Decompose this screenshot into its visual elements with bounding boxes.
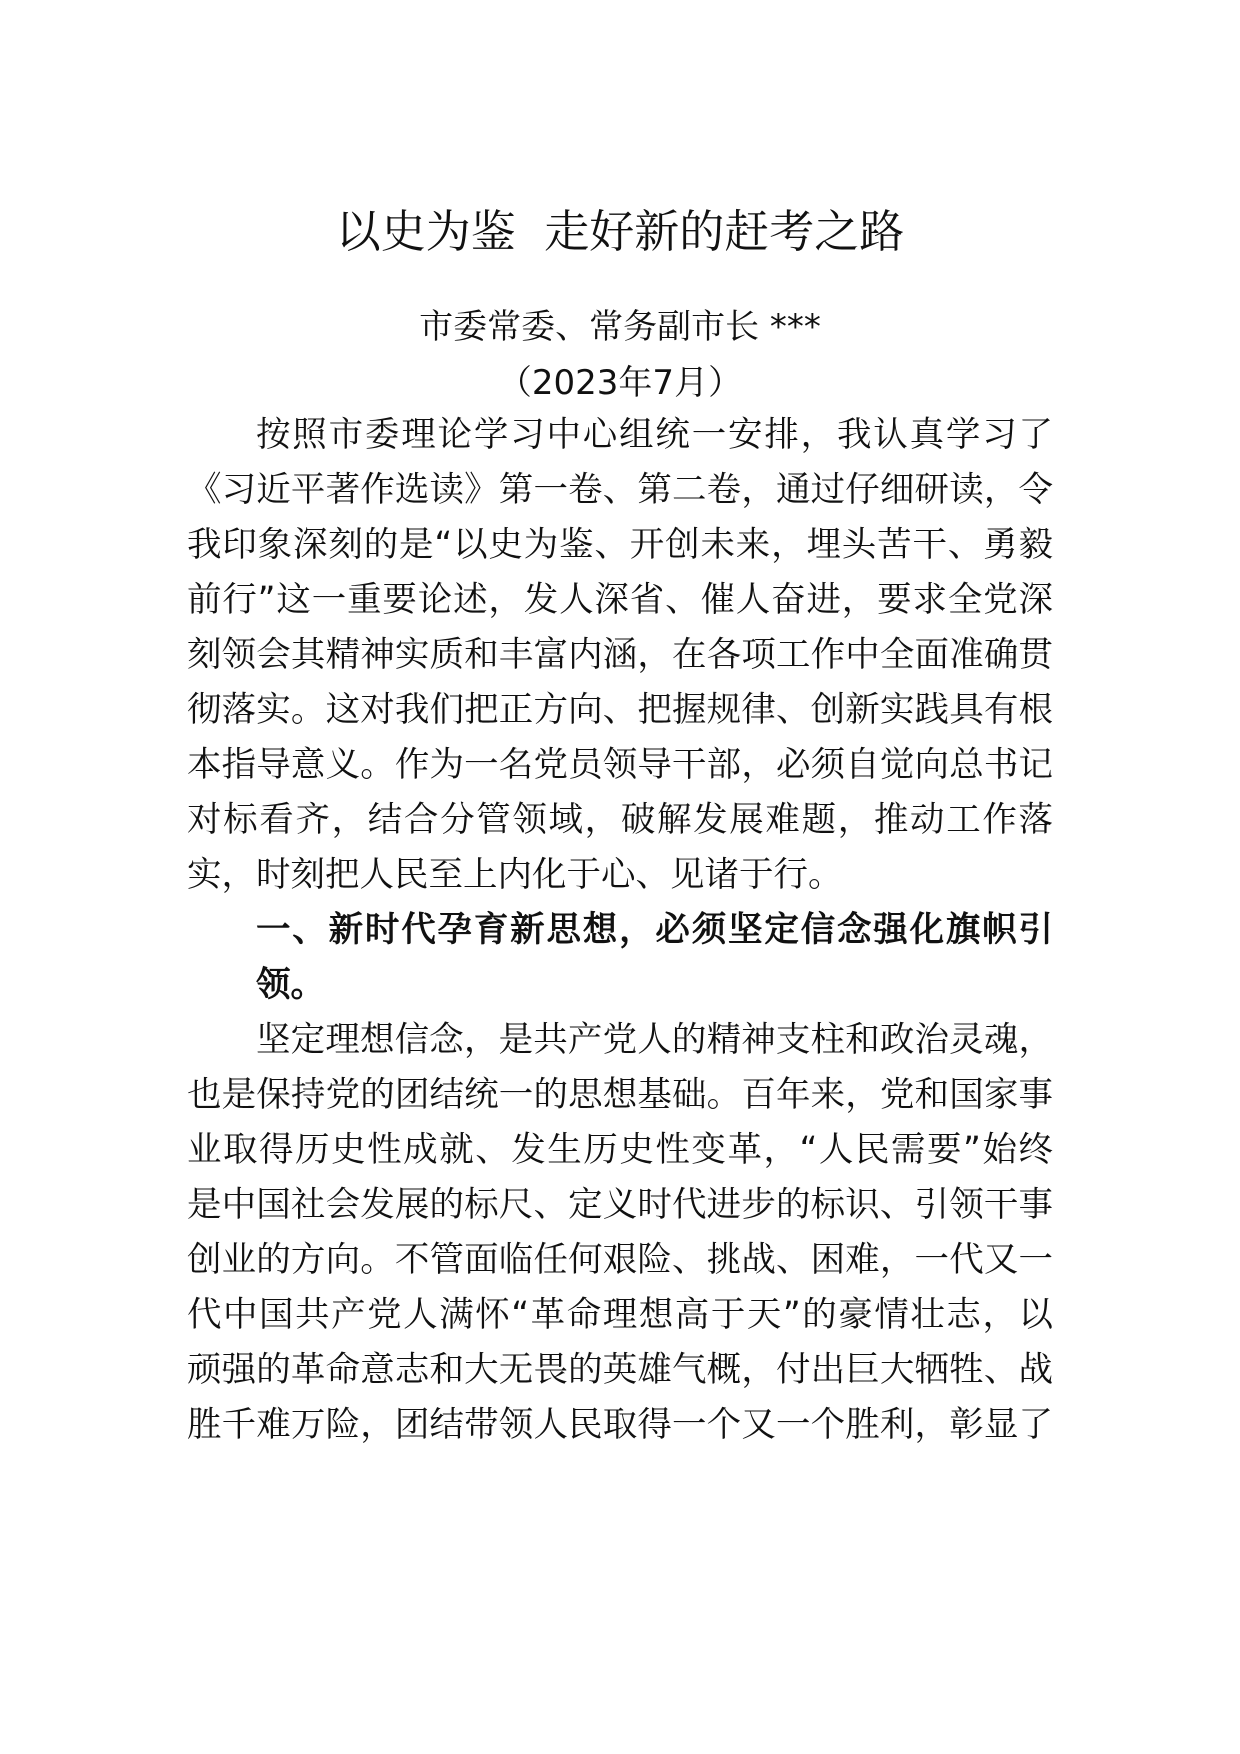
document-title: 以史为鉴 走好新的赶考之路: [335, 205, 905, 258]
section-heading-line-2: 领。: [256, 965, 325, 1005]
paragraph-1-line-3: 我印象深刻的是“以史为鉴、开创未来，埋头苦干、勇毅: [187, 525, 1053, 565]
paragraph-1-line-7: 本指导意义。作为一名党员领导干部，必须自觉向总书记: [187, 745, 1053, 785]
paragraph-1-line-2: 《习近平著作选读》第一卷、第二卷，通过仔细研读，令: [187, 470, 1053, 510]
paragraph-1-line-4: 前行”这一重要论述，发人深省、催人奋进，要求全党深: [187, 580, 1053, 620]
paragraph-2-line-5: 创业的方向。不管面临任何艰险、挑战、困难，一代又一: [187, 1240, 1053, 1280]
paragraph-1-line-6: 彻落实。这对我们把正方向、把握规律、创新实践具有根: [187, 690, 1053, 730]
author-line: 市委常委、常务副市长 ***: [419, 307, 821, 347]
paragraph-2-line-1: 坚定理想信念，是共产党人的精神支柱和政治灵魂，: [256, 1020, 1053, 1060]
paragraph-1-line-1: 按照市委理论学习中心组统一安排，我认真学习了: [256, 415, 1053, 455]
paragraph-2-line-3: 业取得历史性成就、发生历史性变革，“人民需要”始终: [187, 1130, 1053, 1170]
paragraph-1-line-9: 实，时刻把人民至上内化于心、见诸于行。: [187, 855, 843, 895]
section-heading-line-1: 一、新时代孕育新思想，必须坚定信念强化旗帜引: [256, 910, 1053, 950]
paragraph-2-line-2: 也是保持党的团结统一的思想基础。百年来，党和国家事: [187, 1075, 1053, 1115]
paragraph-1-line-5: 刻领会其精神实质和丰富内涵，在各项工作中全面准确贯: [187, 635, 1053, 675]
paragraph-2-line-7: 顽强的革命意志和大无畏的英雄气概，付出巨大牺牲、战: [187, 1350, 1053, 1390]
paragraph-2-line-4: 是中国社会发展的标尺、定义时代进步的标识、引领干事: [187, 1185, 1053, 1225]
paragraph-1-line-8: 对标看齐，结合分管领域，破解发展难题，推动工作落: [187, 800, 1053, 840]
paragraph-2-line-8: 胜千难万险，团结带领人民取得一个又一个胜利，彰显了: [187, 1405, 1053, 1445]
date-line: （2023年7月）: [497, 363, 743, 403]
paragraph-2-line-6: 代中国共产党人满怀“革命理想高于天”的豪情壮志，以: [187, 1295, 1053, 1335]
